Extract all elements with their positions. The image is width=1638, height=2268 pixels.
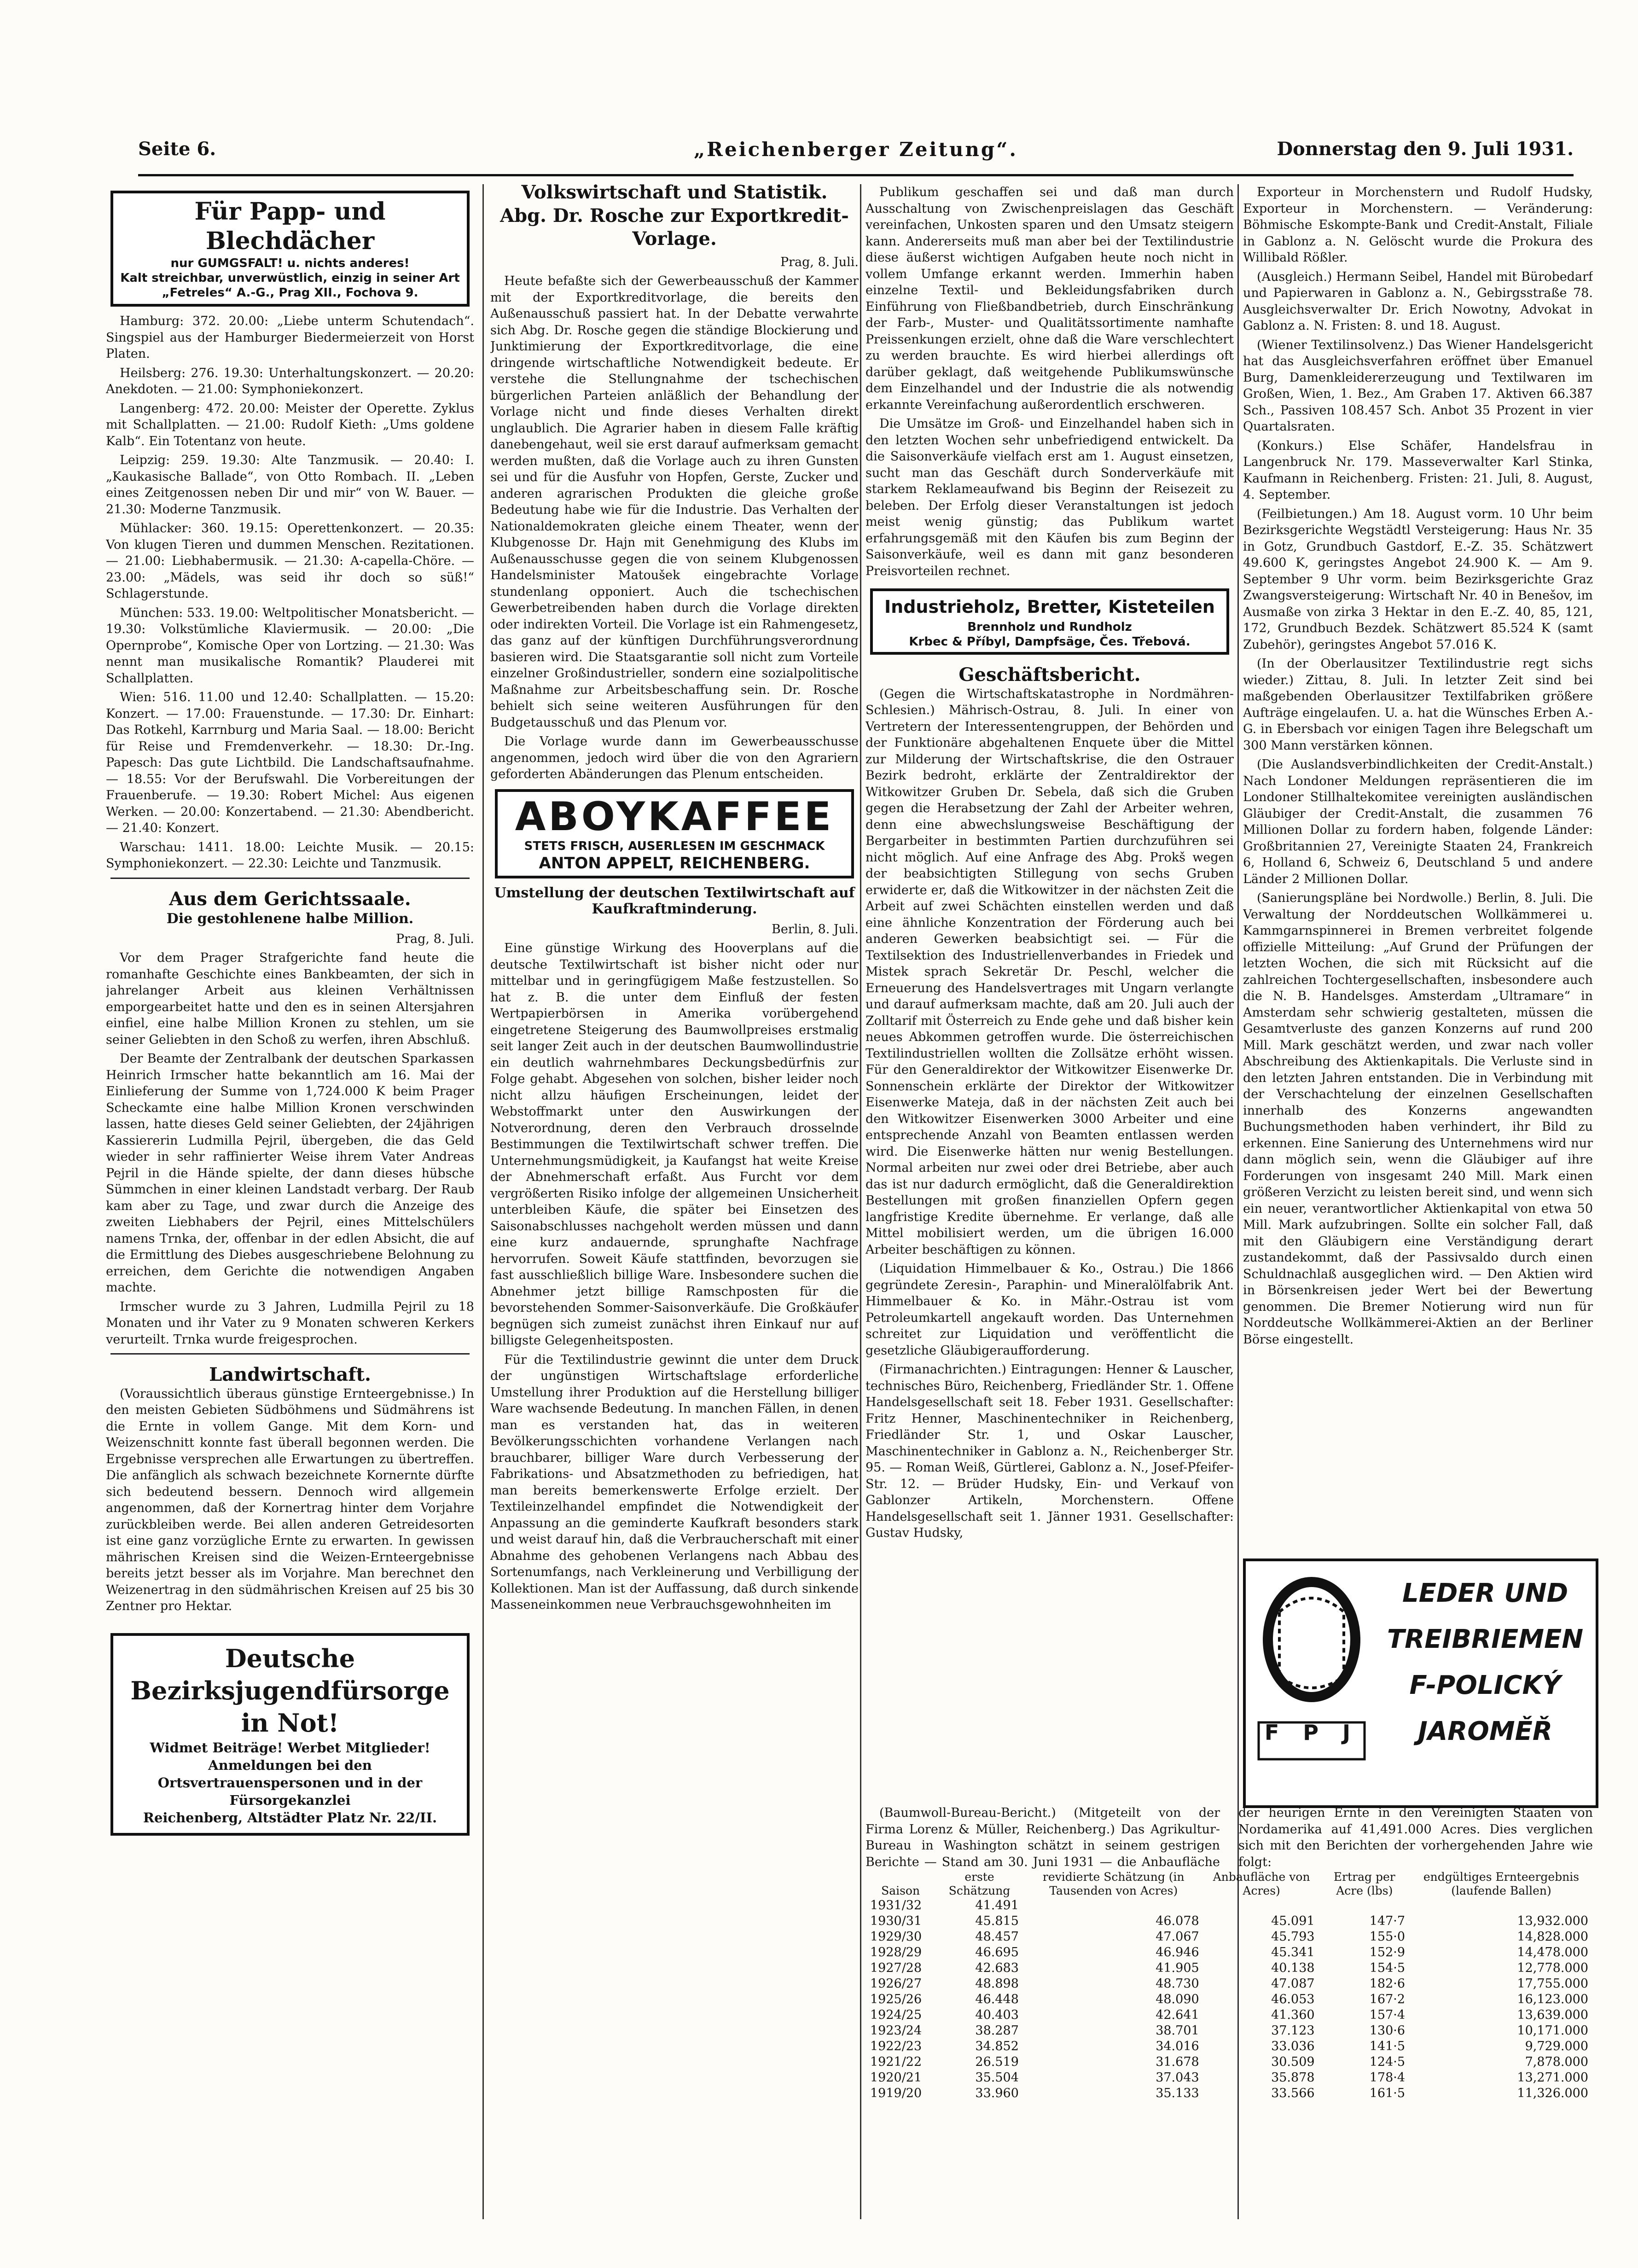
article-paragraph: (Baumwoll-Bureau-Bericht.) (Mitgeteilt von der Firma Lorenz & Müller, Reichenberg.) Das Agrikultur-Bureau in Washington schätzt in seinem gestrigen Berichte — Stand am 30. Juni 1931 — die Anbaufläche der heurigen Ernte in den Vereinigten Staaten von Nordamerika auf 41,491.000 Acres. Dies verglichen sich mit den Berichten der vorhergehenden Jahre wie folgt: xyxy=(865,1806,1593,1869)
article-paragraph: (Liquidation Himmelbauer & Ko., Ostrau.) Die 1866 gegründete Zeresin-, Paraphin- und Mineralölfabrik Ant. Himmelbauer & Ko. in Mähr.-Ostrau ist vom Petroleumkartell angekauft worden. Das Unternehmen schreitet zur Liquidation und veröffentlicht die gesetzliche Gläubigeraufforderung. xyxy=(865,1262,1234,1358)
table-header-row xyxy=(865,1870,1593,1898)
table-cell: 141·5 xyxy=(1369,2039,1406,2053)
ad-timber-line: Krbec & Příbyl, Dampfsäge, Čes. Třebová. xyxy=(909,635,1191,649)
table-cell: 45.341 xyxy=(1271,1945,1315,1960)
divider xyxy=(110,878,470,879)
table-cell: 31.678 xyxy=(1156,2055,1199,2069)
table-cell: 46.946 xyxy=(1156,1945,1199,1960)
article-paragraph: (Ausgleich.) Hermann Seibel, Handel mit Bürobedarf und Papierwaren in Gablonz a. N., Gebirgsstraße 78. Ausgleichsverwalter Dr. Erich Nowotny, Advokat in Gablonz a. N. Fristen: 8. und 18. August. xyxy=(1243,269,1593,333)
table-cell: 37.043 xyxy=(1156,2070,1199,2085)
section-heading-court: Aus dem Gerichtssaale. xyxy=(169,888,411,910)
table-cell: 45.793 xyxy=(1271,1930,1315,1944)
table-row xyxy=(865,2070,1593,2086)
table-cell: 178·4 xyxy=(1369,2070,1406,2085)
column-4 xyxy=(1243,184,1593,1547)
radio-listing: Leipzig: 259. 19.30: Alte Tanzmusik. — 20.40: I. „Kaukasische Ballade“, von Otto Rombach. II. „Leben eines Zeitgenossen neben Dir und mir“ von W. Bauer. — 21.30: Moderne Tanzmusik. xyxy=(106,453,474,517)
column-header: Saison xyxy=(881,1884,920,1897)
table-row xyxy=(865,2054,1593,2070)
article-paragraph: Die Vorlage wurde dann im Gewerbeausschusse angenommen, jedoch wird über die von den Agrariern geforderten Abänderungen das Plenum entscheiden. xyxy=(490,734,859,781)
belt-ad-line: TREIBRIEMEN xyxy=(1387,1624,1584,1654)
table-row xyxy=(865,1929,1593,1945)
column-header: erste Schätzung xyxy=(948,1870,1011,1897)
table-cell: 157·4 xyxy=(1369,2008,1406,2022)
table-cell: 7,878.000 xyxy=(1525,2055,1588,2069)
table-cell: 155·0 xyxy=(1369,1930,1406,1944)
ad-roofing-line: „Fetreles“ A.-G., Prag XII., Fochova 9. xyxy=(162,286,418,300)
cotton-intro xyxy=(865,1805,1593,1870)
ad-youth-head: Deutsche Bezirksjugendfürsorge in Not! xyxy=(130,1643,450,1738)
column-header: revidierte Schätzung (in Tausenden von Acres) xyxy=(1042,1870,1185,1897)
table-cell: 13,271.000 xyxy=(1517,2070,1588,2085)
table-row xyxy=(865,1913,1593,1929)
column-header: endgültiges Ernteergebnis (laufende Ballen) xyxy=(1423,1870,1580,1897)
table-cell: 46.053 xyxy=(1271,1992,1315,2006)
ad-timber xyxy=(870,588,1229,655)
table-row xyxy=(865,1976,1593,1992)
table-cell: 40.138 xyxy=(1271,1961,1315,1975)
table-row xyxy=(865,2039,1593,2054)
column-header: Anbaufläche von Acres) xyxy=(1213,1870,1310,1897)
article-paragraph: (In der Oberlausitzer Textilindustrie regt sichs wieder.) Zittau, 8. Juli. In letzter Zeit sind bei maßgebenden Oberlausitzer Textilfabriken größere Aufträge eingelaufen. U. a. hat die Wünsches Erben A.-G. in Ebersbach vor einigen Tagen ihre Belegschaft um 300 Mann verstärken können. xyxy=(1243,657,1593,753)
table-cell: 33.960 xyxy=(975,2086,1019,2100)
table-cell: 1921/22 xyxy=(870,2055,922,2069)
table-cell: 26.519 xyxy=(975,2055,1019,2069)
column-1 xyxy=(106,184,474,2224)
belt-ad-line: LEDER UND xyxy=(1402,1578,1568,1608)
ad-roofing xyxy=(110,191,470,307)
table-cell: 30.509 xyxy=(1271,2055,1315,2069)
ad-youth-line: Widmet Beiträge! Werbet Mitglieder! xyxy=(150,1739,430,1756)
table-cell: 48.898 xyxy=(975,1977,1019,1991)
table-cell: 38.287 xyxy=(975,2024,1019,2038)
table-cell: 48.457 xyxy=(975,1930,1019,1944)
belt-logo-text: F P J xyxy=(1264,1720,1359,1745)
ad-coffee-line: ANTON APPELT, REICHENBERG. xyxy=(539,854,810,872)
table-cell: 35.504 xyxy=(975,2070,1019,2085)
table-cell: 152·9 xyxy=(1369,1945,1406,1960)
article-paragraph: (Konkurs.) Else Schäfer, Handelsfrau in Langenbruck Nr. 179. Masseverwalter Karl Stinka, Kaufmann in Reichenberg. Fristen: 21. Juli, 8. August, 4. September. xyxy=(1243,438,1593,502)
dateline: Prag, 8. Juli. xyxy=(395,931,474,946)
article-paragraph: Die Umsätze im Groß- und Einzelhandel haben sich in den letzten Wochen sehr unbefriedigend entwickelt. Da die Saisonverkäufe vielfach erst am 1. August einsetzen, sucht man das Geschäft durch Sonderverkäufe mit starkem Reklameaufwand bis Beginn der Reisezeit zu beleben. Der Erfolg dieser Veranstaltungen ist jedoch meist wenig günstig; das Publikum wartet erfahrungsgemäß mit den Käufen bis zum Beginn der Saisonverkäufe, weil es dann mit ganz besonderen Preisvorteilen rechnet. xyxy=(865,417,1234,578)
table-cell: 14,828.000 xyxy=(1517,1930,1588,1944)
ad-coffee-line: STETS FRISCH, AUSERLESEN IM GESCHMACK xyxy=(524,839,825,853)
table-cell: 48.090 xyxy=(1156,1992,1199,2006)
table-cell: 35.878 xyxy=(1271,2070,1315,2085)
article-paragraph: Eine günstige Wirkung des Hooverplans auf die deutsche Textilwirtschaft ist bisher nicht oder nur mittelbar und in geringfügigem Maße festzustellen. So hat z. B. die unter dem Einfluß der festen Wertpapierbörsen in Amerika vorübergehend eingetretene Steigerung des Baumwollpreises erstmalig seit langer Zeit auch in der deutschen Baumwollindustrie ein deutlich wahrnehmbares Deckungsbedürfnis zur Folge gehabt. Abgesehen von solchen, bisher leider noch nicht allzu häufigen Erscheinungen, leidet der Webstoffmarkt unter den Auswirkungen der Notverordnung, deren den Verbrauch drosselnde Bestimmungen die Textilwirtschaft schwer treffen. Die Unternehmungsmüdigkeit, ja Kaufangst hat weite Kreise der Abnehmerschaft erfaßt. Aus Furcht vor dem vergrößerten Risiko infolge der allgemeinen Unsicherheit unterbleiben Käufe, die später bei Einsetzen des Saisonabschlusses nachgeholt werden müssen und dann eine kurz andauernde, sprunghafte Nachfrage hervorrufen. Soweit Käufe stattfinden, bevorzugen sie fast ausschließlich billige Ware. Insbesondere suchen die Abnehmer jetzt billige Ramschposten für die bevorstehenden Sommer-Saisonverkäufe. Die Großkäufer begnügen sich zumeist zunächst ihren Einkauf nur auf billigste Gelegenheitsposten. xyxy=(490,941,859,1348)
radio-listing: Wien: 516. 11.00 und 12.40: Schallplatten. — 15.20: Konzert. — 17.00: Frauenstunde. — 17.30: Dr. Einhart: Das Rotkehl, Karrnburg und Maria Saal. — 18.00: Bericht für Reise und Fremdenverkehr. — 18.30: Dr.-Ing. Papesch: Das gute Lichtbild. Die Landschaftsaufnahme. — 18.55: Vor der Berufswahl. Die Vorbereitungen der Frauenberufe. — 19.30: Robert Michel: Aus eigenen Werken. — 20.00: Konzertabend. — 21.30: Abendbericht. — 21.40: Konzert. xyxy=(106,690,474,835)
table-cell: 1925/26 xyxy=(870,1992,922,2006)
table-cell: 1930/31 xyxy=(870,1914,922,1928)
table-cell: 9,729.000 xyxy=(1525,2039,1588,2053)
table-row xyxy=(865,1898,1593,1913)
article-paragraph: (Wiener Textilinsolvenz.) Das Wiener Handelsgericht hat das Ausgleichsverfahren eröffnet über Emanuel Burg, Damenkleidererzeugung und Textilwaren im Großen, Wien, 1. Bez., Am Graben 17. Aktiven 66.387 Sch., Passiven 108.457 Sch. Anbot 35 Prozent in vier Quartalsraten. xyxy=(1243,337,1593,434)
table-cell: 48.730 xyxy=(1156,1977,1199,1991)
column-rule xyxy=(860,184,861,2219)
table-cell: 1922/23 xyxy=(870,2039,922,2053)
table-cell: 41.905 xyxy=(1156,1961,1199,1975)
article-paragraph: Der Beamte der Zentralbank der deutschen Sparkassen Heinrich Irmscher hatte bekanntlich am 16. Mai der Einlieferung der Summe von 1,724.000 K beim Prager Scheckamte eine halbe Million Kronen verschwinden lassen, hatte dieses Geld seiner Geliebten, der 24jährigen Kassiererin Ludmilla Pejril, übergeben, die das Geld wieder in sehr raffinierter Weise ihrem Vater Andreas Pejril in die Hände spielte, der dann dieses hübsche Sümmchen in einer kleinen Landstadt verbarg. Der Raub kam aber zu Tage, und zwar durch die Anzeige des zweiten Liebhabers der Pejril, eines Mittelschülers namens Trnka, der, offenbar in der edlen Absicht, die auf die Ermittlung des Diebes ausgeschriebene Belohnung zu erreichen, dem Gerichte die notwendigen Angaben machte. xyxy=(106,1052,474,1295)
divider xyxy=(110,1353,470,1355)
ad-timber-line: Brennholz und Rundholz xyxy=(967,620,1132,634)
table-cell: 1923/24 xyxy=(870,2024,922,2038)
table-cell: 1919/20 xyxy=(870,2086,922,2100)
table-cell: 42.683 xyxy=(975,1961,1019,1975)
ad-timber-head: Industrieholz, Bretter, Kisteteilen xyxy=(884,597,1215,617)
table-row xyxy=(865,2023,1593,2039)
table-cell: 40.403 xyxy=(975,2008,1019,2022)
radio-listing: München: 533. 19.00: Weltpolitischer Monatsbericht. — 19.30: Volkstümliche Klaviermusik. — 20.00: „Die Opernprobe“, Komische Oper von Lortzing. — 21.30: Was nennt man musikalische Romantik? Plauderei mit Schallplatten. xyxy=(106,605,474,686)
cotton-report xyxy=(865,1805,1593,2101)
table-cell: 13,639.000 xyxy=(1517,2008,1588,2022)
table-cell xyxy=(1023,1898,1204,1913)
dateline: Prag, 8. Juli. xyxy=(780,255,859,269)
table-row xyxy=(865,1960,1593,1976)
table-cell: 41.360 xyxy=(1271,2008,1315,2022)
table-cell: 34.016 xyxy=(1156,2039,1199,2053)
radio-listing: Langenberg: 472. 20.00: Meister der Operette. Zyklus mit Schallplatten. — 21.00: Rudolf Kieth: „Ums goldene Kalb“. Ein Totentanz von heute. xyxy=(106,401,474,448)
table-cell xyxy=(1319,1898,1410,1913)
table-cell: 47.087 xyxy=(1271,1977,1315,1991)
table-cell: 33.036 xyxy=(1271,2039,1315,2053)
page-number: Seite 6. xyxy=(138,138,216,160)
table-cell: 1928/29 xyxy=(870,1945,922,1960)
table-cell: 45.815 xyxy=(975,1914,1019,1928)
column-3 xyxy=(865,184,1234,1786)
article-paragraph: Exporteur in Morchenstern und Rudolf Hudsky, Exporteur in Morchenstern. — Veränderung: Böhmische Eskompte-Bank und Credit-Anstalt, Filiale in Gablonz a. N. Gelöscht wurde die Prokura des Willibald Rößler. xyxy=(1243,185,1593,265)
table-row xyxy=(865,1992,1593,2007)
table-cell: 13,932.000 xyxy=(1517,1914,1588,1928)
table-cell xyxy=(1204,1898,1319,1913)
table-cell: 1920/21 xyxy=(870,2070,922,2085)
newspaper-title: „Reichenberger Zeitung“. xyxy=(693,138,1018,161)
belt-ad-line: F-POLICKÝ xyxy=(1409,1670,1561,1700)
section-heading-economy: Volkswirtschaft und Statistik. xyxy=(521,184,828,203)
cotton-table xyxy=(865,1870,1593,2101)
article-paragraph: (Firmanachrichten.) Eintragungen: Henner & Lauscher, technisches Büro, Reichenberg, Friedländer Str. 1. Offene Handelsgesellschaft seit 18. Feber 1931. Gesellschafter: Fritz Henner, Maschinentechniker in Reichenberg, Friedländer Str. 1, und Oskar Lauscher, Maschinentechniker in Gablonz a. N., Reichenberger Str. 95. — Roman Weiß, Gürtlerei, Gablonz a. N., Josef-Pfeifer-Str. 12. — Brüder Hudsky, Ein- und Verkauf von Gablonzer Artikeln, Morchenstern. Offene Handelsgesellschaft seit 1. Jänner 1931. Gesellschafter: Gustav Hudsky, xyxy=(865,1362,1234,1540)
table-cell: 17,755.000 xyxy=(1517,1977,1588,1991)
table-cell: 33.566 xyxy=(1271,2086,1315,2100)
header-rule xyxy=(138,174,1574,176)
table-cell: 16,123.000 xyxy=(1517,1992,1588,2006)
table-cell: 46.078 xyxy=(1156,1914,1199,1928)
column-2 xyxy=(490,184,859,2224)
belt-ad-line: JAROMĚŘ xyxy=(1417,1716,1552,1746)
belt-ad-text xyxy=(1384,1570,1586,1755)
table-cell: 1927/28 xyxy=(870,1961,922,1975)
article-paragraph: Publikum geschaffen sei und daß man durch Ausschaltung von Zwischenpreislagen das Geschäft vereinfachen, Unkosten sparen und den Umsatz steigern kann. Andererseits muß man aber bei der Textilindustrie diese äußerst wichtigen Aufgaben heute noch nicht in vollem Umfange erkannt werden. Immerhin haben einzelne Textil- und Bekleidungsfabriken durch Einführung von Fließbandbetrieb, durch Einschränkung der Farb-, Muster- und Qualitätssortimente namhafte Preissenkungen erzielt, ohne daß die Ware verschlechtert zu werden brauchte. Es wird hierbei allerdings oft darüber geklagt, daß weitgehende Publikumswünsche dem Einzelhandel und der Industrie die als notwendig erkannte Vereinfachung außerordentlich erschweren. xyxy=(865,185,1234,412)
table-cell: 1931/32 xyxy=(870,1898,922,1913)
table-cell: 46.448 xyxy=(975,1992,1019,2006)
table-cell: 41.491 xyxy=(975,1898,1019,1913)
article-paragraph: Vor dem Prager Strafgerichte fand heute die romanhafte Geschichte eines Bankbeamten, der sich in jahrelanger Arbeit aus kleinen Verhältnissen emporgearbeitet hatte und den es in seinen Altersjahren einfiel, eine halbe Million Kronen zu stehlen, um sie seiner Geliebten in den Schoß zu werfen, ihren Abschluß. xyxy=(106,951,474,1047)
table-cell: 14,478.000 xyxy=(1517,1945,1588,1960)
table-cell: 124·5 xyxy=(1369,2055,1406,2069)
ad-roofing-line: nur GUMGSFALT! u. nichts anderes! xyxy=(170,256,410,270)
page-header xyxy=(138,138,1574,170)
table-cell: 38.701 xyxy=(1156,2024,1199,2038)
table-cell: 161·5 xyxy=(1369,2086,1406,2100)
radio-listing: Heilsberg: 276. 19.30: Unterhaltungskonzert. — 20.20: Anekdoten. — 21.00: Symphoniekonzert. xyxy=(106,366,474,396)
table-cell: 182·6 xyxy=(1369,1977,1406,1991)
table-cell xyxy=(1410,1898,1593,1913)
article-paragraph: Heute befaßte sich der Gewerbeausschuß der Kammer mit der Exportkreditvorlage, die bereits den Außenausschuß passiert hat. In der Debatte verwahrte sich Abg. Dr. Rosche gegen die ständige Blockierung und Junktimierung der Exportkreditvorlage, die eine dringende wirtschaftliche Notwendigkeit bedeute. Er verstehe die Stellungnahme der tschechischen bürgerlichen Parteien anläßlich der Behandlung der Vorlage nicht und finde dieses Verhalten direkt unglaublich. Die Agrarier haben in diesem Falle kräftig danebengehaut, weil sie erst darauf aufmerksam gemacht werden mußten, daß die Vorlage auch zu ihren Gunsten sei und für die Ausfuhr von Hopfen, Gerste, Zucker und anderen agrarischen Produkten die gleiche große Bedeutung habe wie für die Industrie. Das Verhalten der Nationaldemokraten gleiche einem Theater, wenn der Klubgenosse Dr. Hajn mit Genehmigung des Klubs im Außenausschusse gegen die von seinem Klubgenossen Handelsminister Matoušek eingebrachte Vorlage stundenlang opponiert. Auch die tschechischen Gewerbetreibenden haben durch die Vorlage direkten oder indirekten Vorteil. Die Vorlage ist ein Rahmengesetz, das ganz auf der künftigen Durchführungsverordnung basieren wird. Die Staatsgarantie soll nicht zum Vorteile einzelner Großindustrieller, sondern eine sozialpolitische Maßnahme zur Arbeitsbeschaffung sein. Dr. Rosche behielt sich seine weiteren Ausführungen für den Budgetausschuß und das Plenum vor. xyxy=(490,274,859,730)
ad-youth-line: Reichenberg, Altstädter Platz Nr. 22/II. xyxy=(143,1809,437,1826)
article-title: Abg. Dr. Rosche zur Exportkredit-Vorlage. xyxy=(500,204,849,250)
article-paragraph: Irmscher wurde zu 3 Jahren, Ludmilla Pejril zu 18 Monaten und ihr Vater zu 9 Monaten schweren Kerkers verurteilt. Trnka wurde freigesprochen. xyxy=(106,1299,474,1347)
article-paragraph: (Feilbietungen.) Am 18. August vorm. 10 Uhr beim Bezirksgerichte Wegstädtl Versteigerung: Haus Nr. 35 in Gotz, Grundbuch Gastdorf, E.-Z. 35. Schätzwert 49.600 K, geringstes Angebot 24.900 K. — Am 9. September 9 Uhr vorm. beim Bezirksgerichte Graz Zwangsversteigerung: Wirtschaft Nr. 40 in Benešov, im Ausmaße von zirka 3 Hektar in den E.-Z. 40, 85, 121, 172, Grundbuch Bezdek. Schätzwert 85.524 K (samt Zubehör), geringstes Angebot 57.016 K. xyxy=(1243,506,1593,652)
table-cell: 154·5 xyxy=(1369,1961,1406,1975)
article-paragraph: (Die Auslandsverbindlichkeiten der Credit-Anstalt.) Nach Londoner Meldungen repräsentieren die im Londoner Stillhaltekomitee vereinigten ausländischen Gläubiger der Credit-Anstalt, die zusammen 76 Millionen Dollar zu fordern haben, folgende Länder: Großbritannien 27, Vereinigte Staaten 24, Frankreich 6, Holland 6, Schweiz 6, Deutschland 5 und andere Länder 2 Millionen Dollar. xyxy=(1243,757,1593,886)
ad-youth-welfare xyxy=(110,1633,470,1836)
table-cell: 46.695 xyxy=(975,1945,1019,1960)
table-cell: 45.091 xyxy=(1271,1914,1315,1928)
table-row xyxy=(865,2086,1593,2101)
ad-leather-belts xyxy=(1243,1559,1598,1808)
radio-listing: Mühlacker: 360. 19.15: Operettenkonzert. — 20.35: Von klugen Tieren und dummen Menschen. Rezitationen. — 21.00: Liebhabermusik. — 21.30: A-capella-Chöre. — 23.00: „Mädels, was seid ihr doch so süß!“ Schlagerstunde. xyxy=(106,521,474,601)
ad-youth-line: Anmeldungen bei den Ortsvertrauenspersonen und in der Fürsorgekanzlei xyxy=(157,1757,423,1808)
article-title: Die gestohlenene halbe Million. xyxy=(166,911,414,927)
table-cell: 47.067 xyxy=(1156,1930,1199,1944)
ad-coffee-brand: ABOYKAFFEE xyxy=(515,793,834,840)
table-cell: 1926/27 xyxy=(870,1977,922,1991)
table-cell: 1924/25 xyxy=(870,2008,922,2022)
table-cell: 11,326.000 xyxy=(1517,2086,1588,2100)
section-heading-business: Geschäftsbericht. xyxy=(958,664,1141,686)
table-cell: 10,171.000 xyxy=(1517,2024,1588,2038)
article-paragraph: (Gegen die Wirtschaftskatastrophe in Nordmähren-Schlesien.) Mährisch-Ostrau, 8. Juli. In einer von Vertretern der Interessentengruppen, der Behörden und der Funktionäre abgehaltenen Enquete über die Mittel zur Milderung der Wirtschaftskrise, die den Ostrauer Bezirk bedroht, erklärte der Zentraldirektor der Witkowitzer Gruben Dr. Sebela, daß sich die Gruben gegen die Herabsetzung der Zahl der Arbeiter wehren, denn eine abwechslungsweise Beschäftigung der Bergarbeiter in bestimmten Partien durchzuführen sei nicht möglich. Auf eine Anfrage des Abg. Prokš wegen der beabsichtigten Stillegung von sechs Gruben erwiderte er, daß die Witkowitzer in der nächsten Zeit die Arbeit auf zwei Schächten einstellen werden und daß eine ähnliche Konzentration der Förderung auch bei anderen Gewerken beabsichtigt sei. — Für die Textilsektion des Industriellenverbandes in Friedek und Mistek sprach Sekretär Dr. Peschl, welcher die Erneuerung des Handelsvertrages mit Ungarn verlangte und darauf aufmerksam machte, daß am 20. Juli auch der Zolltarif mit Österreich zu Ende gehe und daß bisher kein neues Abkommen getroffen wurde. Die österreichischen Textilindustriellen wollten die Zollsätze erhöht wissen. Für den Generaldirektor der Witkowitzer Eisenwerke Dr. Sonnenschein erklärte der Direktor der Witkowitzer Eisenwerke Mateja, daß in der nächsten Zeit auch bei den Witkowitzer Eisenwerken 3000 Arbeiter und eine entsprechende Anzahl von Beamten entlassen werden wird. Die Eisenwerke hätten nur wenig Bestellungen. Normal arbeiten nur zwei oder drei Betriebe, aber auch das ist nur dadurch ermöglicht, daß die Generaldirektion Bestellungen mit großen finanziellen Opfern gegen langfristige Kredite übernehme. Er verlange, daß alle Mittel mobilisiert werden, um die übrigen 16.000 Arbeiter beschäftigen zu können. xyxy=(865,686,1234,1257)
table-cell: 34.852 xyxy=(975,2039,1019,2053)
table-cell: 167·2 xyxy=(1369,1992,1406,2006)
article-paragraph: (Voraussichtlich überaus günstige Ernteergebnisse.) In den meisten Gebieten Südböhmens und Südmährens ist die Ernte in vollem Gange. Mit dem Korn- und Weizenschnitt konnte fast überall begonnen werden. Die Ergebnisse versprechen alle Erwartungen zu übertreffen. Die anfänglich als schwach bezeichnete Kornernte dürfte sich bedeutend bessern. Dennoch wird allgemein angenommen, daß der Kornertrag hinter dem Vorjahre zurückbleiben werde. Bei allen anderen Getreidesorten ist eine ganz vorzügliche Ernte zu erwarten. In gewissen mährischen Kreisen sind die Weizen-Ernteergebnisse bereits jetzt besser als im Vorjahre. Man berechnet den Weizenertrag in den südmährischen Kreisen auf 25 bis 30 Zentner pro Hektar. xyxy=(106,1386,474,1613)
table-row xyxy=(865,1945,1593,1960)
table-cell: 42.641 xyxy=(1156,2008,1199,2022)
dateline: Berlin, 8. Juli. xyxy=(772,922,859,936)
column-header: Ertrag per Acre (lbs) xyxy=(1333,1870,1395,1897)
table-cell: 12,778.000 xyxy=(1517,1961,1588,1975)
ad-roofing-line: Kalt streichbar, unverwüstlich, einzig in seiner Art xyxy=(120,271,460,285)
table-cell: 1929/30 xyxy=(870,1930,922,1944)
table-cell: 147·7 xyxy=(1369,1914,1406,1928)
article-paragraph: (Sanierungspläne bei Nordwolle.) Berlin, 8. Juli. Die Verwaltung der Norddeutschen Wollkämmerei u. Kammgarnspinnerei in Bremen verbreitet folgende offizielle Mitteilung: „Auf Grund der Prüfungen der letzten Wochen, die sich mit Rücksicht auf die zahlreichen Tochtergesellschaften, insbesondere auch die N. B. Handelsges. Amsterdam „Ultramare“ in Amsterdam sehr schwierig gestalteten, müssen die Gesamtverluste des ganzen Konzerns auf rund 200 Mill. Mark geschätzt werden, und zwar nach voller Abschreibung des Aktienkapitals. Die Verluste sind in den letzten Jahren entstanden. Die in Verbindung mit der Verschachtelung der einzelnen Gesellschaften innerhalb des Konzerns angewandten Buchungsmethoden haben verhindert, ihr Bild zu erkennen. Eine Sanierung des Unternehmens wird nur dann möglich sein, wenn die Gläubiger auf ihre Forderungen von insgesamt 240 Mill. Mark einen größeren Verzicht zu leisten bereit sind, und wenn sich ein neuer, verantwortlicher Aktienkapital von etwa 50 Mill. Mark aufzubringen. Sollte ein solcher Fall, daß mit den Gläubigern eine Verständigung derart zustandekommt, daß der Passivsaldo durch einen Schuldnachlaß ausgeglichen wird. — Den Aktien wird in Börsenkreisen jeder Wert bei der Bewertung genommen. Die Bremer Notierung wird nun für Norddeutsche Wollkämmerei-Aktien an der Berliner Börse eingestellt. xyxy=(1243,891,1593,1347)
article-paragraph: Für die Textilindustrie gewinnt die unter dem Druck der ungünstigen Wirtschaftslage erforderliche Umstellung ihrer Produktion auf die Herstellung billiger Ware wachsende Bedeutung. In manchen Fällen, in denen man es verstanden hat, das in weiteren Bevölkerungsschichten vorhandene Verlangen nach brauchbarer, billiger Ware durch Verbesserung der Fabrikations- und Absatzmethoden zu befriedigen, hat man bereits bemerkenswerte Erfolge erzielt. Der Textileinzelhandel empfindet die Notwendigkeit der Anpassung an die geminderte Kaufkraft besonders stark und weist darauf hin, daß die Verbraucherschaft mit einer Abnahme des gehobenen Verlangens nach Abbau des Sortenumfangs, nach Verkleinerung und Verbilligung der Kollektionen. Man ist der Auffassung, daß durch sinkende Masseneinkommen neue Verbrauchsgewohnheiten im xyxy=(490,1352,859,1612)
radio-listing: Warschau: 1411. 18.00: Leichte Musik. — 20.15: Symphoniekonzert. — 22.30: Leichte und Tanzmusik. xyxy=(106,840,474,871)
column-rule xyxy=(482,184,484,2219)
ad-roofing-head: Für Papp- und Blechdächer xyxy=(194,198,386,255)
table-cell: 35.133 xyxy=(1156,2086,1199,2100)
section-heading-agriculture: Landwirtschaft. xyxy=(209,1364,371,1385)
table-cell: 130·6 xyxy=(1369,2024,1406,2038)
radio-listing: Hamburg: 372. 20.00: „Liebe unterm Schutendach“. Singspiel aus der Hamburger Biedermeierzeit von Horst Platen. xyxy=(106,314,474,361)
table-cell: 37.123 xyxy=(1271,2024,1315,2038)
ad-coffee xyxy=(495,789,854,878)
issue-date: Donnerstag den 9. Juli 1931. xyxy=(1277,138,1574,160)
article-title: Umstellung der deutschen Textilwirtschaft auf Kaufkraftminderung. xyxy=(494,884,855,917)
table-row xyxy=(865,2007,1593,2023)
